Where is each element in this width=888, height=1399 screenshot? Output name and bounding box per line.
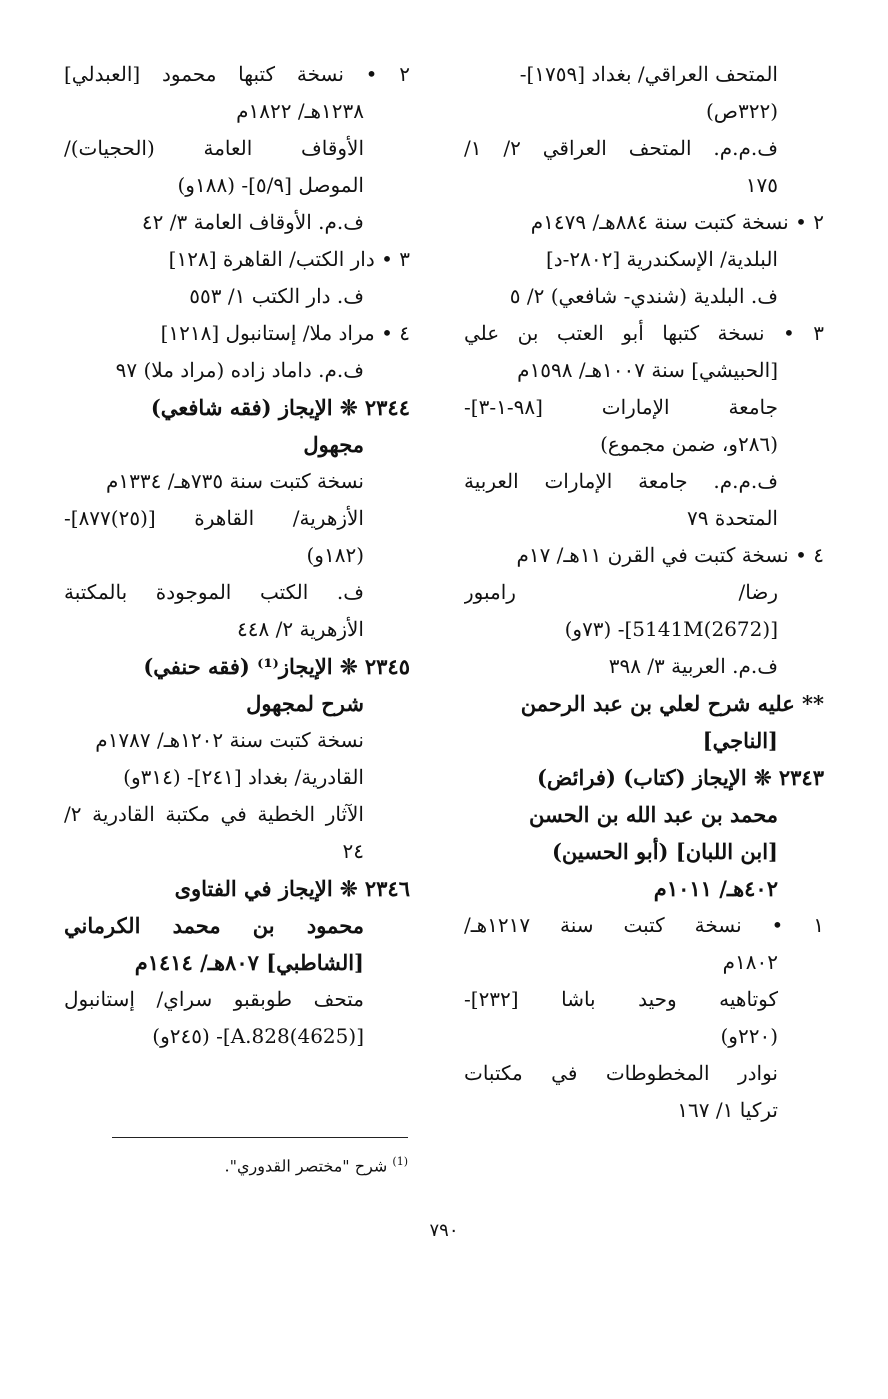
text-line: ٢٣٤٥ ❊ الإيجاز⁽¹⁾ (فقه حنفي)	[143, 654, 410, 679]
text-line: تركيا ١/ ١٦٧	[677, 1098, 778, 1122]
text-line: [الشاطبي] ٨٠٧هـ/ ١٤١٤م	[134, 950, 364, 975]
text-line: ١٧٥	[745, 173, 778, 197]
text-line: ف. البلدية (شندي- شافعي) ٢/ ٥	[509, 284, 778, 308]
text-line: [الناجي]	[702, 728, 778, 753]
text-line: ٤٠٢هـ/ ١٠١١م	[653, 876, 778, 901]
footnote-marker: (1)	[392, 1155, 408, 1168]
text-line: ف.م.م. جامعة الإمارات العربية	[464, 469, 778, 493]
text-line: الموصل [٥/٩]- (١٨٨و)	[177, 173, 364, 197]
text-line: ٢٣٤٤ ❊ الإيجاز (فقه شافعي)	[150, 395, 410, 420]
text-line: ٤ • مراد ملا/ إستانبول [١٢١٨]	[160, 321, 410, 345]
text-line: المتحدة ٧٩	[687, 506, 778, 530]
text-line: ٢٣٤٣ ❊ الإيجاز (كتاب) (فرائض)	[537, 765, 824, 790]
left-column	[64, 56, 410, 1055]
text-line: ٢ • نسخة كتبها محمود [العبدلي]	[64, 62, 410, 86]
text-line: ٢٤	[342, 839, 364, 863]
text-line: ف.م.م. المتحف العراقي ٢/ ١/	[464, 136, 778, 160]
text-line: ف.م. الأوقاف العامة ٣/ ٤٢	[141, 210, 364, 234]
text-line: ف.م. داماد زاده (مراد ملا) ٩٧	[115, 358, 364, 382]
footnote-text: شرح "مختصر القدوري".	[224, 1156, 388, 1176]
footnote	[68, 1150, 408, 1178]
text-line: مجهول	[303, 432, 364, 457]
text-line: ١٢٣٨هـ/ ١٨٢٢م	[236, 99, 364, 123]
text-line: محمود بن محمد الكرماني	[64, 913, 364, 938]
text-line: نسخة كتبت سنة ٧٣٥هـ/ ١٣٣٤م	[106, 469, 364, 493]
text-line: المتحف العراقي/ بغداد [١٧٥٩]-	[519, 62, 778, 86]
text-line: كوتاهيه وحيد باشا [٢٣٢]-	[464, 987, 778, 1011]
text-line: ٣ • دار الكتب/ القاهرة [١٢٨]	[168, 247, 410, 271]
text-line: ١ • نسخة كتبت سنة ١٢١٧هـ/	[464, 913, 824, 937]
text-line: ف. دار الكتب ١/ ٥٥٣	[189, 284, 364, 308]
text-line: ١٨٠٢م	[722, 950, 778, 974]
text-line: رضا/ رامبور	[464, 580, 778, 604]
text-line: ٣ • نسخة كتبها أبو العتب بن علي	[464, 321, 824, 345]
text-line: [ابن اللبان] (أبو الحسين)	[551, 839, 778, 864]
text-line: (٢٨٦و، ضمن مجموع)	[600, 432, 778, 456]
text-line: ** عليه شرح لعلي بن عبد الرحمن	[520, 691, 824, 716]
right-column	[464, 56, 824, 1129]
text-line: [(2672)5141M]- (٧٣و)	[564, 617, 778, 641]
text-line: ٢ • نسخة كتبت سنة ٨٨٤هـ/ ١٤٧٩م	[530, 210, 824, 234]
text-line: نوادر المخطوطات في مكتبات	[464, 1061, 778, 1085]
text-line: الأوقاف العامة (الحجيات)/	[64, 136, 364, 160]
text-line: متحف طوبقبو سراي/ إستانبول	[64, 987, 364, 1011]
text-line: القادرية/ بغداد [٢٤١]- (٣١٤و)	[123, 765, 364, 789]
page-number: ٧٩٠	[429, 1220, 459, 1241]
text-line: ٢٣٤٦ ❊ الإيجاز في الفتاوى	[174, 876, 410, 901]
text-line: محمد بن عبد الله بن الحسن	[528, 802, 778, 827]
text-line: جامعة الإمارات [٩٨-١-٣]-	[464, 395, 778, 419]
text-line: [A.828(4625)]- (٢٤٥و)	[152, 1024, 364, 1048]
text-line: ٤ • نسخة كتبت في القرن ١١هـ/ ١٧م	[516, 543, 824, 567]
text-line: نسخة كتبت سنة ١٢٠٢هـ/ ١٧٨٧م	[95, 728, 364, 752]
footnote-separator	[112, 1137, 408, 1138]
text-line: شرح لمجهول	[246, 691, 364, 716]
text-line: الآثار الخطية في مكتبة القادرية ٢/	[64, 802, 364, 826]
text-line: (١٨٢و)	[306, 543, 364, 567]
text-line: (٢٢٠و)	[720, 1024, 778, 1048]
text-line: الأزهرية ٢/ ٤٤٨	[237, 617, 364, 641]
text-line: البلدية/ الإسكندرية [٢٨٠٢-د]	[545, 247, 778, 271]
text-line: ف. الكتب الموجودة بالمكتبة	[64, 580, 364, 604]
text-line: [الحبيشي] سنة ١٠٠٧هـ/ ١٥٩٨م	[517, 358, 778, 382]
text-line: (٣٢٢ص)	[705, 99, 778, 123]
text-line: ف.م. العربية ٣/ ٣٩٨	[608, 654, 778, 678]
text-line: الأزهرية/ القاهرة [(٢٥)٨٧٧]-	[64, 506, 364, 530]
